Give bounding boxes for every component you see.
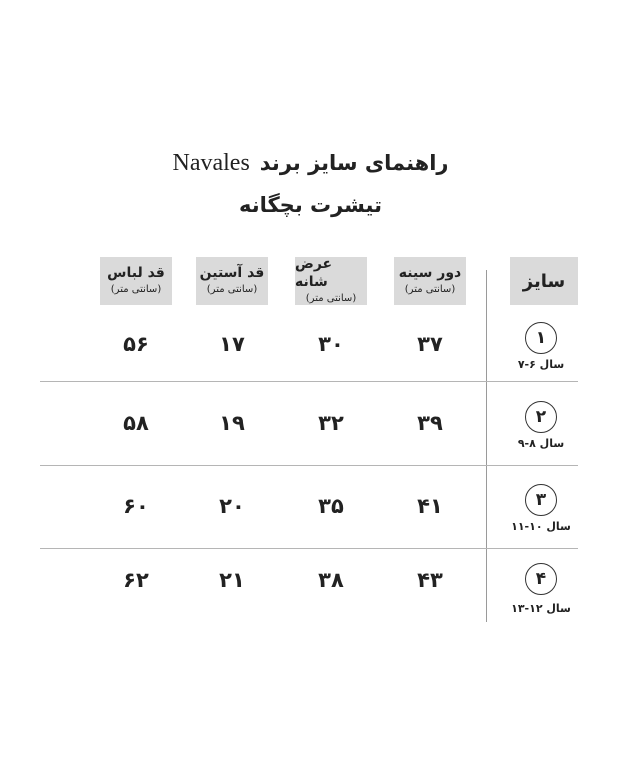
row-divider — [40, 381, 578, 382]
guide-title — [0, 146, 621, 180]
header-unit: (سانتی متر) — [305, 293, 357, 304]
value-shoulder: ۳۵ — [318, 494, 344, 518]
value-shoulder: ۳۲ — [318, 411, 344, 435]
header-shoulder — [295, 257, 367, 305]
value-length: ۶۲ — [123, 568, 149, 592]
size-age-label: ۱۱-۱۰ سال — [511, 520, 571, 533]
size-number-badge: ۴ — [525, 563, 557, 595]
value-sleeve: ۲۱ — [219, 568, 245, 592]
column-divider — [486, 270, 487, 622]
row-divider — [40, 548, 578, 549]
row-divider — [40, 465, 578, 466]
header-unit: (سانتی متر) — [404, 284, 456, 295]
size-age-label: ۱۳-۱۲ سال — [511, 602, 571, 615]
size-number-badge: ۲ — [525, 401, 557, 433]
header-label: دور سینه — [398, 265, 462, 281]
value-chest: ۳۹ — [417, 411, 443, 435]
header-label: قد لباس — [107, 265, 165, 281]
size-number-badge: ۱ — [525, 322, 557, 354]
header-length — [100, 257, 172, 305]
value-sleeve: ۱۹ — [219, 411, 245, 435]
guide-title-text: راهنمای سایز برند — [259, 151, 449, 175]
header-label: قد آستین — [199, 265, 265, 281]
value-chest: ۴۳ — [417, 568, 443, 592]
value-sleeve: ۲۰ — [219, 494, 245, 518]
value-length: ۵۸ — [123, 411, 149, 435]
value-length: ۵۶ — [123, 332, 149, 356]
value-chest: ۳۷ — [417, 332, 443, 356]
header-label: عرض شانه — [295, 256, 333, 290]
size-age-label: ۹-۸ سال — [517, 437, 565, 450]
header-unit: (سانتی متر) — [206, 284, 258, 295]
brand-name: Navales — [172, 149, 250, 176]
header-chest — [394, 257, 466, 305]
size-number-badge: ۳ — [525, 484, 557, 516]
header-unit: (سانتی متر) — [110, 284, 162, 295]
header-sleeve — [196, 257, 268, 305]
value-shoulder: ۳۸ — [318, 568, 344, 592]
header-size: سایز — [510, 257, 578, 305]
value-chest: ۴۱ — [417, 494, 443, 518]
value-length: ۶۰ — [123, 494, 149, 518]
size-age-label: ۷-۶ سال — [517, 358, 565, 371]
product-title: تیشرت بچگانه — [238, 193, 383, 217]
value-sleeve: ۱۷ — [219, 332, 245, 356]
value-shoulder: ۳۰ — [318, 332, 344, 356]
